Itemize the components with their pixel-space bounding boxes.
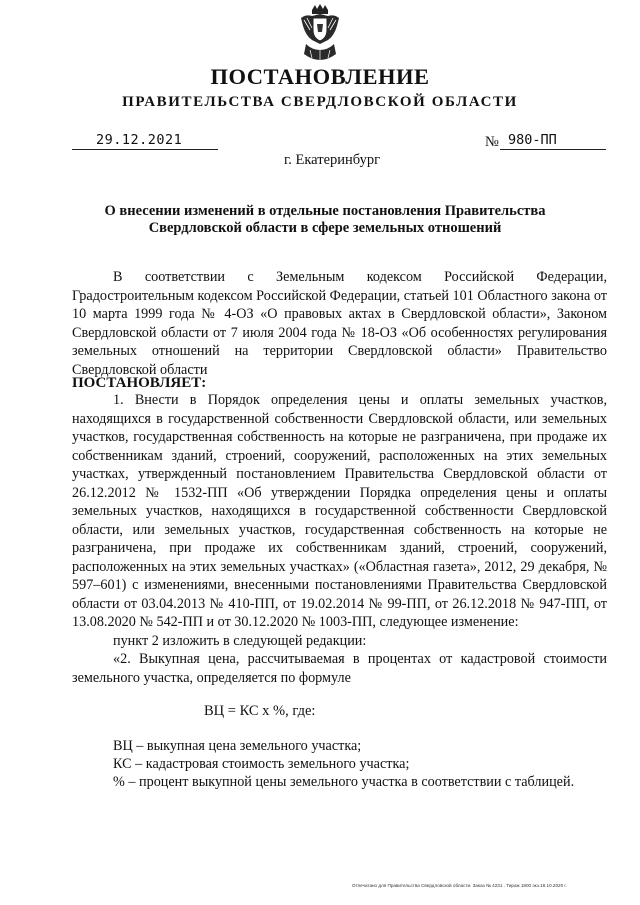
print-note: Отпечатано для Правительства Свердловской области. Заказ № 4231 . Тираж 1800 экз.18.10.2020 г.: [352, 883, 567, 888]
coat-of-arms-icon: [298, 4, 342, 62]
number-underline: [500, 149, 606, 150]
paragraph-3: «2. Выкупная цена, рассчитываемая в процентах от кадастровой стоимости земельного участка, определяется по формуле: [72, 651, 607, 686]
city-line: г. Екатеринбург: [283, 152, 381, 168]
definition-ks: КС – кадастровая стоимость земельного участка;: [113, 756, 410, 772]
number-sign: №: [485, 134, 499, 150]
intro-paragraph: В соответствии с Земельным кодексом Российской Федерации, Градостроительным кодексом Российской Федерации, статьей 101 Областного закона от 10 марта 1999 года № 4-ОЗ «О правовых актах в Свердловской области», Законом Свердловской области от 7 июля 2004 года № 18-ОЗ «Об особенностях регулирования земельных отношений на территории Свердловской области» Правительство Свердловской области: [72, 269, 607, 378]
paragraph-1: 1. Внести в Порядок определения цены и оплаты земельных участков, находящихся в государственной собственности Свердловской области, или земельных участков, государственная собственность на которые не разграничена, при продаже их собственникам зданий, строений, сооружений, расположенных на этих земельных участках, утвержденный постановлением Правительства Свердловской области от 26.12.2012 № 1532-ПП «Об утверждении Порядка определения цены и оплаты земельных участков, находящихся в государственной собственности Свердловской области, или земельных участков, государственная собственность на которые не разграничена, при продаже их собственникам зданий, строений, сооружений, расположенных на этих земельных участках» («Областная газета», 2012, 29 декабря, № 597–601) с изменениями, внесенными постановлениями Правительства Свердловской области от 03.04.2013 № 410-ПП, от 19.02.2014 № 99-ПП, от 26.12.2018 № 947-ПП, от 13.08.2020 № 542-ПП и от 30.12.2020 № 1003-ПП, следующее изменение:: [72, 392, 607, 630]
document-type-title: ПОСТАНОВЛЕНИЕ: [210, 64, 430, 89]
document-heading: О внесении изменений в отдельные постановления Правительства Свердловской области в сфере земельных отношений: [104, 203, 546, 236]
paragraph-2: пункт 2 изложить в следующей редакции:: [113, 633, 367, 649]
price-formula: ВЦ = КС х %, где:: [204, 703, 316, 719]
issuing-authority: ПРАВИТЕЛЬСТВА СВЕРДЛОВСКОЙ ОБЛАСТИ: [122, 94, 518, 110]
definition-percent: % – процент выкупной цены земельного участка в соответствии с таблицей.: [113, 774, 575, 790]
decree-word: ПОСТАНОВЛЯЕТ:: [72, 375, 207, 391]
document-number: 980-ПП: [508, 132, 557, 148]
definition-vc: ВЦ – выкупная цена земельного участка;: [113, 738, 362, 754]
document-date: 29.12.2021: [96, 132, 183, 148]
date-underline: [72, 149, 218, 150]
